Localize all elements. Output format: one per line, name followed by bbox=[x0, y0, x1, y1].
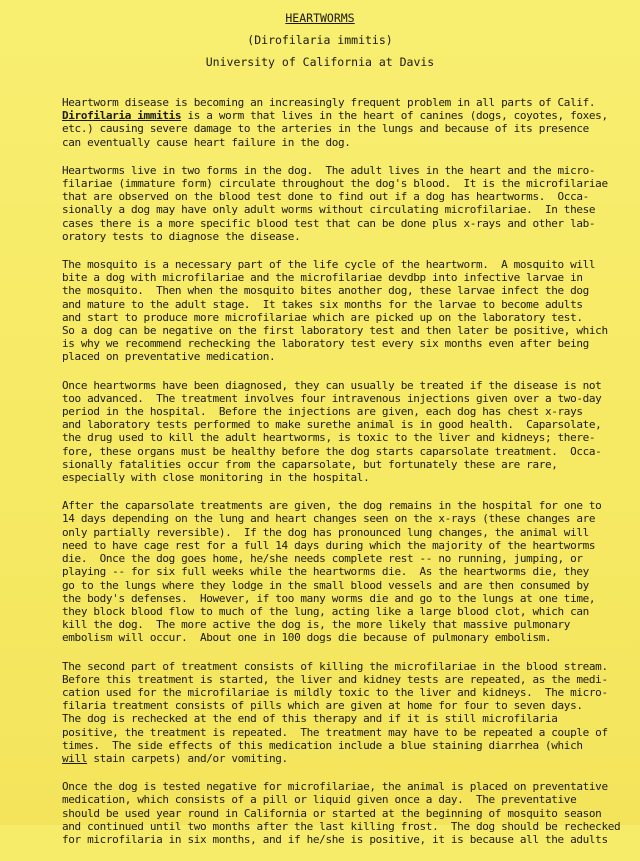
text-line: the body's defenses. However, if too many worms die and go to the lungs at one time, bbox=[62, 591, 596, 605]
text-line: the drug used to kill the adult heartworms, is toxic to the liver and kidneys; there- bbox=[62, 431, 596, 445]
text-line: etc.) causing severe damage to the arteries in the lungs and because of its presence bbox=[62, 122, 589, 136]
text-line: for microfilaria in six months, and if he/she is positive, it is because all the adults bbox=[62, 832, 608, 846]
text-line: After the caparsolate treatments are given, the dog remains in the hospital for one to bbox=[62, 499, 602, 513]
text-line: medication, which consists of a pill or liquid given once a day. The preventative bbox=[62, 793, 577, 807]
text-line: especially with close monitoring in the hospital. bbox=[62, 471, 370, 485]
text-line: The mosquito is a necessary part of the life cycle of the heartworm. A mosquito will bbox=[62, 258, 596, 272]
text-line: go to the lungs where they lodge in the small blood vessels and are then consumed by bbox=[62, 578, 589, 592]
text-line: placed on preventative medication. bbox=[62, 350, 276, 364]
text-line: and mature to the adult stage. It takes six months for the larvae to become adults bbox=[62, 297, 583, 311]
text-line: that are observed on the blood test done to find out if a dog has heartworms. Occa- bbox=[62, 190, 589, 204]
text-line: fore, these organs must be healthy before the dog starts caparsolate treatment. Occa- bbox=[62, 444, 602, 458]
text-line: and laboratory tests performed to make surethe animal is in good health. Caparsolate, bbox=[62, 418, 602, 432]
text-line: cases there is a more specific blood test that can be done plus x-rays and other lab- bbox=[62, 216, 596, 230]
text-line: can eventually cause heart failure in the dog. bbox=[62, 135, 351, 149]
text-line: cation used for the microfilariae is mildly toxic to the liver and kidneys. The micro- bbox=[62, 685, 608, 699]
text-line: and start to produce more microfilariae which are picked up on the laboratory test. bbox=[62, 310, 583, 324]
text-line: embolism will occur. About one in 100 dogs die because of pulmonary embolism. bbox=[62, 631, 552, 645]
emphasis-will: will bbox=[62, 751, 88, 765]
text-line: sionally a dog may have only adult worms without circulating microfilariae. In these bbox=[62, 203, 596, 217]
paragraph-preventative bbox=[62, 780, 622, 846]
text-line: bite a dog with microfilariae and the microfilariae devdbp into infective larvae in bbox=[62, 271, 583, 285]
paragraph-intro bbox=[62, 96, 622, 149]
text-line: Before this treatment is started, the liver and kidney tests are repeated, as the medi- bbox=[62, 672, 608, 686]
text-line: is why we recommend rechecking the laboratory test every six months even after being bbox=[62, 337, 589, 351]
text-line: Heartworm disease is becoming an increasingly frequent problem in all parts of Calif. bbox=[62, 96, 596, 109]
paragraph-treatment bbox=[62, 379, 622, 485]
text-line: stain carpets) and/or vomiting. bbox=[87, 751, 288, 765]
text-line: and continued until two months after the last killing frost. The dog should be rechecked bbox=[62, 819, 621, 833]
document-header bbox=[0, 7, 640, 73]
text-line: too advanced. The treatment involves four intravenous injections given over a two-day bbox=[62, 391, 602, 405]
text-line: should be used year round in California or started at the beginning of mosquito season bbox=[62, 806, 602, 820]
text-line: filariae (immature form) circulate throughout the dog's blood. It is the microfilariae bbox=[62, 177, 608, 191]
paragraph-after-treatment bbox=[62, 499, 622, 644]
institution-name: University of California at Davis bbox=[205, 55, 435, 69]
paragraph-mosquito bbox=[62, 258, 622, 364]
text-line: sionally fatalities occur from the caparsolate, but fortunately these are rare, bbox=[62, 457, 558, 471]
text-line: times. The side effects of this medication include a blue staining diarrhea (which bbox=[62, 738, 583, 752]
text-line: Heartworms live in two forms in the dog. The adult lives in the heart and the micro- bbox=[62, 163, 596, 177]
document-title: HEARTWORMS bbox=[285, 11, 355, 25]
document-body bbox=[62, 96, 622, 861]
latin-term: Dirofilaria immitis bbox=[62, 109, 182, 123]
text-line: need to have cage rest for a full 14 days during which the majority of the heartworms bbox=[62, 538, 596, 552]
text-line: 14 days depending on the lung and heart changes seen on the x-rays (these changes are bbox=[62, 512, 596, 526]
text-line: positive, the treatment is repeated. The treatment may have to be repeated a couple of bbox=[62, 725, 608, 739]
paragraph-second-part bbox=[62, 660, 622, 766]
text-line: So a dog can be negative on the first laboratory test and then later be positive, which bbox=[62, 324, 608, 338]
text-line: die. Once the dog goes home, he/she needs complete rest -- no running, jumping, or bbox=[62, 552, 583, 566]
text-line: playing -- for six full weeks while the heartworms die. As the heartworms die, they bbox=[62, 565, 589, 579]
text-line: they block blood flow to much of the lung, acting like a large blood clot, which can bbox=[62, 604, 589, 618]
text-line: oratory tests to diagnose the disease. bbox=[62, 229, 301, 243]
text-line: The dog is rechecked at the end of this therapy and if it is still microfilaria bbox=[62, 712, 558, 726]
text-line: kill the dog. The more active the dog is, the more likely that massive pulmonary bbox=[62, 618, 571, 632]
paragraph-forms bbox=[62, 164, 622, 243]
text-line: Once heartworms have been diagnosed, they can usually be treated if the disease is not bbox=[62, 378, 602, 392]
text-line: only partially reversible). If the dog has pronounced lung changes, the animal will bbox=[62, 525, 589, 539]
text-line: Once the dog is tested negative for microfilariae, the animal is placed on preventative bbox=[62, 780, 608, 794]
latin-name: (Dirofilaria immitis) bbox=[247, 33, 393, 47]
text-line: The second part of treatment consists of killing the microfilariae in the blood stream. bbox=[62, 659, 608, 673]
text-line: the mosquito. Then when the mosquito bites another dog, these larvae infect the dog bbox=[62, 284, 589, 298]
text-line: filaria treatment consists of pills which are given at home for four to seven days. bbox=[62, 699, 583, 713]
text-line: period in the hospital. Before the injections are given, each dog has chest x-rays bbox=[62, 405, 583, 419]
text-line: is a worm that lives in the heart of canines (dogs, coyotes, foxes, bbox=[181, 109, 608, 123]
